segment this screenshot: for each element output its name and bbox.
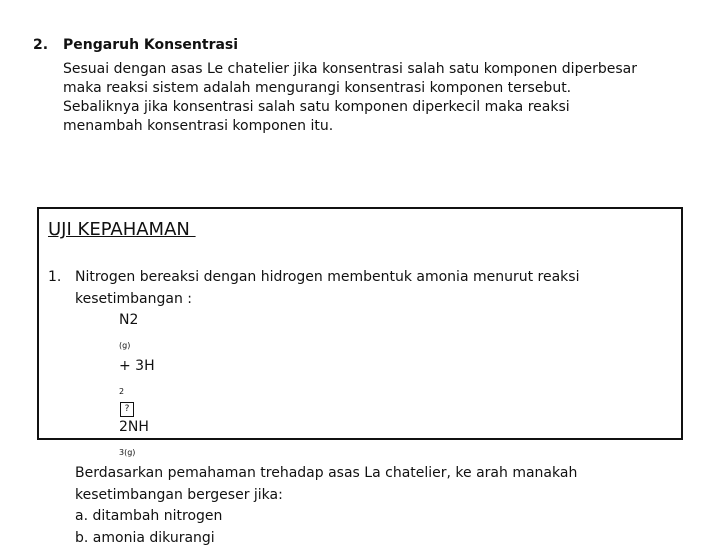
question-line: kesetimbangan bergeser jika:: [75, 485, 675, 507]
equation-nh3: 2NH: [119, 417, 675, 439]
quiz-title: UJI KEPAHAMAN: [48, 219, 196, 240]
quiz-box: [37, 207, 683, 440]
equation-subscript: 3: [119, 448, 124, 457]
chemical-equation: [75, 310, 675, 463]
paragraph-line: menambah konsentrasi komponen itu.: [63, 117, 683, 136]
question-line: Nitrogen bereaksi dengan hidrogen membentuk amonia menurut reaksi: [75, 267, 675, 289]
equation-state: (g): [124, 448, 135, 457]
equilibrium-arrow-icon: ?: [120, 402, 134, 417]
option-b: b. amonia dikurangi: [75, 528, 675, 549]
section-paragraph: [63, 60, 683, 136]
section-heading: Pengaruh Konsentrasi: [63, 36, 238, 55]
question-number: 1.: [48, 267, 61, 289]
section-number: 2.: [33, 36, 48, 55]
equation-n2: N2: [119, 310, 675, 332]
question-body: [75, 267, 675, 549]
equation-state: (g): [119, 341, 130, 350]
equation-subscript: 2: [119, 387, 124, 396]
paragraph-line: Sebaliknya jika konsentrasi salah satu komponen diperkecil maka reaksi: [63, 98, 683, 117]
equation-h2: + 3H: [119, 356, 675, 378]
paragraph-line: Sesuai dengan asas Le chatelier jika konsentrasi salah satu komponen diperbesar: [63, 60, 683, 79]
option-a: a. ditambah nitrogen: [75, 506, 675, 528]
question-line: Berdasarkan pemahaman trehadap asas La chatelier, ke arah manakah: [75, 463, 675, 485]
paragraph-line: maka reaksi sistem adalah mengurangi konsentrasi komponen tersebut.: [63, 79, 683, 98]
question-line: kesetimbangan :: [75, 289, 675, 311]
